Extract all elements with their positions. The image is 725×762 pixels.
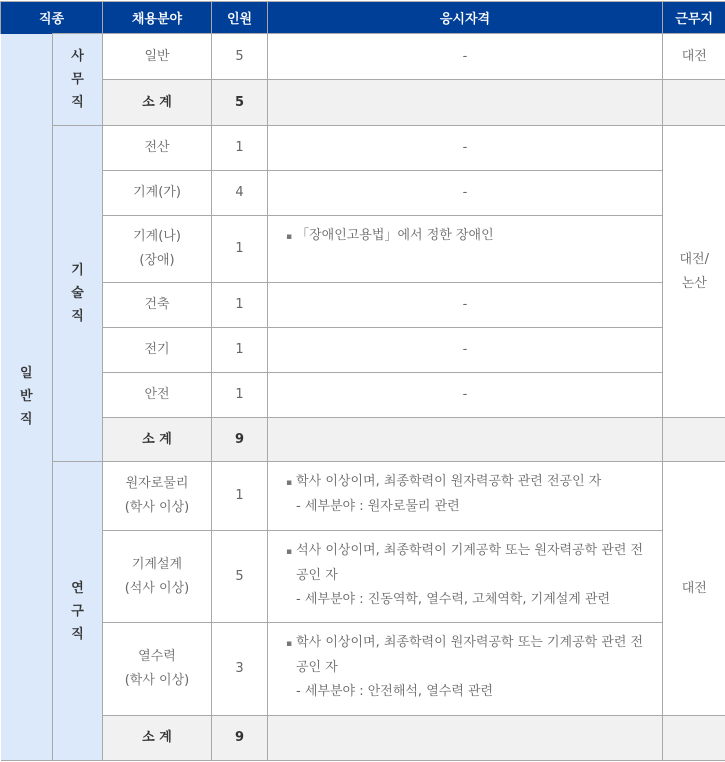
field-label: (장애) xyxy=(139,253,175,268)
field-cell xyxy=(103,171,212,216)
group-char: 구 xyxy=(71,603,84,619)
subtotal-label: 소 계 xyxy=(103,80,212,126)
subtotal-count: 9 xyxy=(212,716,268,761)
qualification-cell: - xyxy=(268,126,663,171)
field-label: 기계(가) xyxy=(133,185,181,200)
qualification-cell: - xyxy=(268,328,663,373)
count-cell: 1 xyxy=(212,283,268,328)
subtotal-row xyxy=(1,418,725,462)
group-cell-research xyxy=(53,462,103,761)
group-cell-office xyxy=(53,34,103,126)
table-row xyxy=(1,126,725,171)
qualification-cell xyxy=(268,623,663,716)
count-cell: 3 xyxy=(212,623,268,716)
count-cell: 1 xyxy=(212,216,268,283)
qualification-cell xyxy=(268,216,663,283)
header-qualification: 응시자격 xyxy=(268,2,663,34)
subtotal-count: 5 xyxy=(212,80,268,126)
count-cell: 5 xyxy=(212,531,268,623)
field-label: 전산 xyxy=(144,140,170,155)
field-cell xyxy=(103,283,212,328)
location-cell xyxy=(663,126,725,418)
location-label: 논산 xyxy=(681,275,707,291)
header-location: 근무지 xyxy=(663,2,725,34)
subtotal-label: 소 계 xyxy=(103,716,212,761)
qualification-cell xyxy=(268,462,663,531)
location-label: 대전 xyxy=(681,48,707,64)
field-label: 열수력 xyxy=(138,649,176,664)
table-row xyxy=(1,462,725,531)
qualification-cell xyxy=(268,531,663,623)
field-label: (학사 이상) xyxy=(124,673,190,688)
group-char: 연 xyxy=(71,580,84,596)
qualification-cell: - xyxy=(268,373,663,418)
table-row xyxy=(1,623,725,716)
table-row xyxy=(1,373,725,418)
field-label: 전기 xyxy=(144,342,170,357)
field-cell xyxy=(103,373,212,418)
field-cell xyxy=(103,216,212,283)
subtotal-location-empty xyxy=(663,80,725,126)
location-label: 대전 xyxy=(681,580,707,596)
table-row xyxy=(1,216,725,283)
field-cell xyxy=(103,34,212,80)
table-row xyxy=(1,283,725,328)
count-cell: 1 xyxy=(212,328,268,373)
main-category-char: 일 xyxy=(19,366,33,382)
group-char: 직 xyxy=(71,626,84,642)
qualification-bullet: ▪ 석사 이상이며, 최종학력이 기계공학 또는 원자력공학 관련 전공인 자 xyxy=(284,539,646,588)
qualification-bullet: ▪ 학사 이상이며, 최종학력이 원자력공학 또는 기계공학 관련 전공인 자 xyxy=(284,631,646,680)
field-label: 기계설계 xyxy=(131,556,183,572)
subtotal-qualification-empty xyxy=(268,80,663,126)
table-row xyxy=(1,328,725,373)
subtotal-row xyxy=(1,80,725,126)
subtotal-label: 소 계 xyxy=(103,418,212,462)
header-field: 채용분야 xyxy=(103,2,212,34)
field-cell xyxy=(103,531,212,623)
qualification-cell: - xyxy=(268,34,663,80)
header-count: 인원 xyxy=(212,2,268,34)
group-char: 직 xyxy=(71,95,84,110)
qualification-detail: - 세부분야 : 진동역학, 열수력, 고체역학, 기계설계 관련 xyxy=(296,592,611,607)
count-cell: 1 xyxy=(212,373,268,418)
field-cell xyxy=(103,623,212,716)
subtotal-count: 9 xyxy=(212,418,268,462)
subtotal-location-empty xyxy=(663,418,725,462)
qualification-detail: - 세부분야 : 원자로물리 관련 xyxy=(296,499,460,514)
field-label: (석사 이상) xyxy=(124,580,190,596)
field-label: 건축 xyxy=(144,297,170,312)
group-char: 직 xyxy=(71,309,84,324)
table-header-row xyxy=(1,2,725,34)
count-cell: 1 xyxy=(212,462,268,531)
count-cell: 4 xyxy=(212,171,268,216)
recruitment-table xyxy=(0,1,725,761)
location-cell xyxy=(663,462,725,716)
qualification-bullet: ▪ 「장애인고용법」에서 정한 장애인 xyxy=(284,224,646,249)
qualification-cell: - xyxy=(268,171,663,216)
field-label: 안전 xyxy=(144,387,170,402)
group-char: 술 xyxy=(71,286,84,301)
subtotal-qualification-empty xyxy=(268,716,663,761)
field-label: (학사 이상) xyxy=(124,500,190,515)
field-cell xyxy=(103,328,212,373)
location-label: 대전/ xyxy=(679,251,709,267)
table-row xyxy=(1,34,725,80)
qualification-detail: - 세부분야 : 안전해석, 열수력 관련 xyxy=(296,684,494,699)
main-category-char: 직 xyxy=(19,412,33,428)
field-cell xyxy=(103,462,212,531)
group-cell-technical xyxy=(53,126,103,462)
count-cell: 1 xyxy=(212,126,268,171)
qualification-bullet: ▪ 학사 이상이며, 최종학력이 원자력공학 관련 전공인 자 xyxy=(284,470,646,495)
field-label: 기계(나) xyxy=(133,229,181,244)
field-label: 일반 xyxy=(144,48,170,64)
field-cell xyxy=(103,126,212,171)
header-category: 직종 xyxy=(1,2,103,34)
subtotal-row xyxy=(1,716,725,761)
count-cell: 5 xyxy=(212,34,268,80)
table-row xyxy=(1,171,725,216)
subtotal-qualification-empty xyxy=(268,418,663,462)
field-label: 원자로물리 xyxy=(125,476,189,491)
main-category-char: 반 xyxy=(19,389,33,405)
main-category-cell xyxy=(1,34,53,761)
group-char: 기 xyxy=(71,263,84,278)
location-cell xyxy=(663,34,725,80)
qualification-cell: - xyxy=(268,283,663,328)
table-row xyxy=(1,531,725,623)
subtotal-location-empty xyxy=(663,716,725,761)
group-char: 사 xyxy=(71,49,84,64)
group-char: 무 xyxy=(71,72,84,87)
